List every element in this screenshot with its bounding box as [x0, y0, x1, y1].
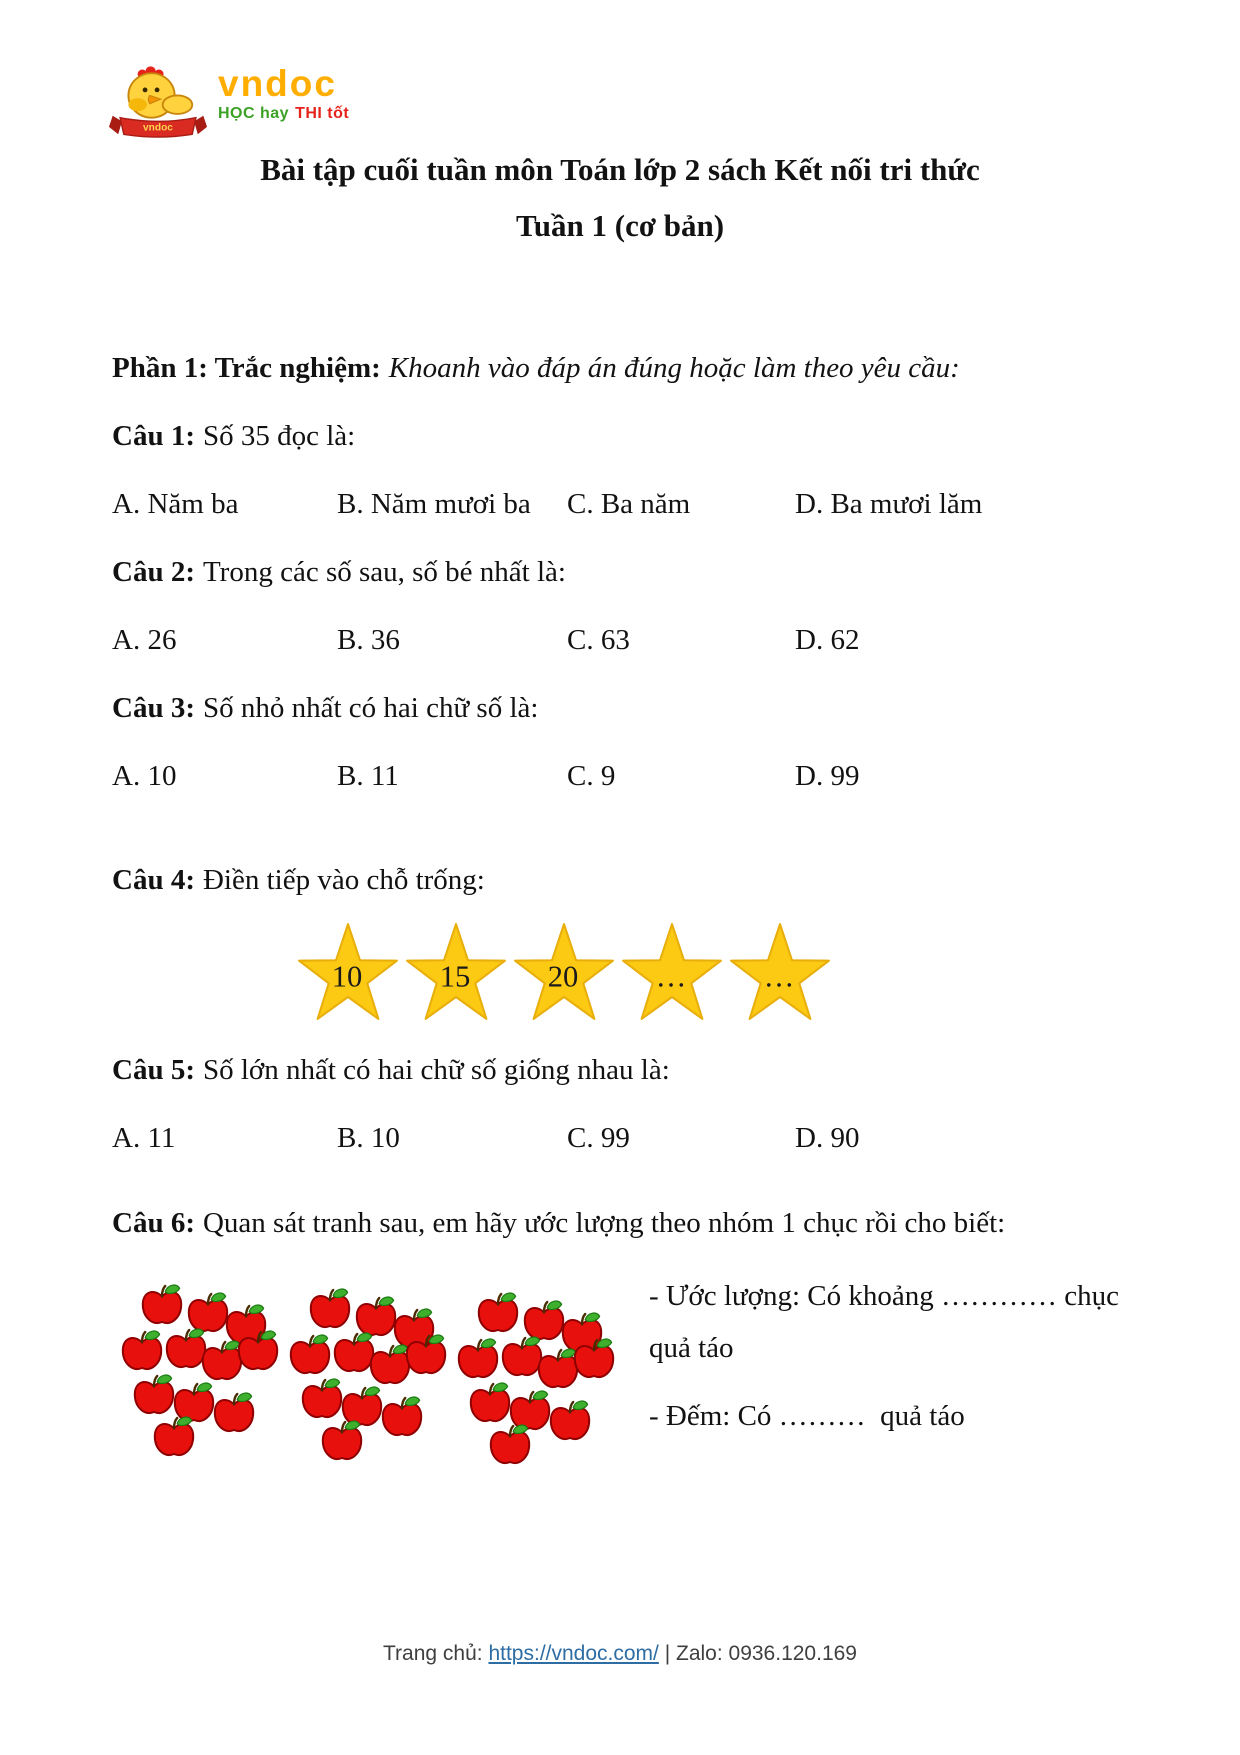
star-icon: [297, 922, 399, 1020]
question-5: [112, 1050, 1128, 1090]
apple-icon: [378, 1394, 426, 1442]
question-2-options: [112, 620, 1128, 660]
star-icon: [513, 922, 615, 1020]
footer-zalo: Zalo: 0936.120.169: [676, 1642, 857, 1665]
apple-icon: [150, 1414, 198, 1462]
question-4: [112, 860, 1128, 900]
star-value: 20: [547, 959, 579, 994]
question-1: [112, 416, 1128, 456]
question-5-options: [112, 1118, 1128, 1158]
question-5-text: Số lớn nhất có hai chữ số giống nhau là:: [202, 1054, 670, 1086]
question-3-label: Câu 3:: [112, 692, 195, 724]
question-5-label: Câu 5:: [112, 1054, 195, 1086]
star-value: 10: [331, 959, 363, 994]
apple-icon: [454, 1336, 502, 1384]
star-icon: [729, 922, 831, 1020]
question-3-option-a: A. 10: [112, 760, 177, 792]
apple-icon: [474, 1290, 522, 1338]
question-2-label: Câu 2:: [112, 556, 195, 588]
part1-label: Phần 1: Trắc nghiệm:: [112, 352, 381, 384]
apple-icon: [234, 1328, 282, 1376]
footer-home-link[interactable]: https://vndoc.com/: [488, 1642, 659, 1665]
question-2-option-d: D. 62: [795, 624, 860, 656]
question-4-label: Câu 4:: [112, 864, 195, 896]
star-value: …: [763, 959, 795, 994]
question-6-figure-row: [112, 1270, 1128, 1475]
apples-figure: [112, 1270, 637, 1475]
star-value: 15: [439, 959, 471, 994]
apple-icon: [486, 1422, 534, 1470]
estimate-line-wrap: quả táo: [649, 1332, 734, 1364]
question-2-option-c: C. 63: [567, 624, 630, 656]
question-5-option-c: C. 99: [567, 1122, 630, 1154]
question-1-option-d: D. Ba mươi lăm: [795, 488, 983, 520]
question-6: [112, 1203, 1128, 1243]
star-icon: [621, 922, 723, 1020]
question-6-text: Quan sát tranh sau, em hãy ước lượng theo nhóm 1 chục rồi cho biết:: [202, 1207, 1006, 1239]
logo-tagline: [218, 104, 349, 124]
question-1-option-c: C. Ba năm: [567, 488, 691, 520]
logo-text: [218, 64, 349, 124]
apple-icon: [546, 1398, 594, 1446]
logo-wordmark: vndoc: [218, 63, 337, 104]
question-5-option-b: B. 10: [337, 1122, 400, 1154]
question-2: [112, 552, 1128, 592]
apple-icon: [210, 1390, 258, 1438]
star-value: …: [655, 959, 687, 994]
question-1-option-b: B. Năm mươi ba: [337, 488, 531, 520]
footer-prefix: Trang chủ:: [383, 1642, 489, 1665]
question-2-text: Trong các số sau, số bé nhất là:: [202, 556, 566, 588]
stars-figure: [297, 922, 1128, 1020]
count-line: - Đếm: Có ……… quả táo: [649, 1400, 965, 1432]
question-1-options: [112, 484, 1128, 524]
apple-icon: [138, 1282, 186, 1330]
question-3-text: Số nhỏ nhất có hai chữ số là:: [202, 692, 539, 724]
page-footer: [0, 1640, 1240, 1668]
question-1-label: Câu 1:: [112, 420, 195, 452]
question-1-text: Số 35 đọc là:: [202, 420, 356, 452]
question-6-label: Câu 6:: [112, 1207, 195, 1239]
question-6-answer-text: [649, 1270, 1128, 1475]
apple-icon: [402, 1332, 450, 1380]
question-3-options: [112, 756, 1128, 796]
logo-tagline-green: HỌC hay: [218, 105, 290, 122]
part1-heading: [112, 348, 1128, 388]
star-icon: [405, 922, 507, 1020]
logo-tagline-red: THI tốt: [295, 105, 350, 122]
question-4-text: Điền tiếp vào chỗ trống:: [202, 864, 485, 896]
apple-icon: [306, 1286, 354, 1334]
apple-icon: [570, 1336, 618, 1384]
question-3-option-d: D. 99: [795, 760, 860, 792]
footer-separator: |: [658, 1642, 676, 1665]
question-3: [112, 688, 1128, 728]
question-3-option-b: B. 11: [337, 760, 399, 792]
page-subtitle: Tuần 1 (cơ bản): [515, 208, 725, 243]
vndoc-logo: [104, 64, 1128, 138]
apple-icon: [286, 1332, 334, 1380]
apple-icon: [118, 1328, 166, 1376]
apple-icon: [318, 1418, 366, 1466]
svg-text:vndoc: vndoc: [143, 122, 173, 134]
part1-instruction: Khoanh vào đáp án đúng hoặc làm theo yêu cầu:: [388, 352, 960, 384]
question-5-option-d: D. 90: [795, 1122, 860, 1154]
question-2-option-b: B. 36: [337, 624, 400, 656]
question-1-option-a: A. Năm ba: [112, 488, 239, 520]
question-3-option-c: C. 9: [567, 760, 616, 792]
question-2-option-a: A. 26: [112, 624, 177, 656]
estimate-line: - Ước lượng: Có khoảng ………… chục: [649, 1280, 1119, 1312]
vndoc-mascot-icon: [104, 64, 212, 138]
question-5-option-a: A. 11: [112, 1122, 176, 1154]
page-title: Bài tập cuối tuần môn Toán lớp 2 sách Kết nối tri thức: [260, 152, 980, 187]
